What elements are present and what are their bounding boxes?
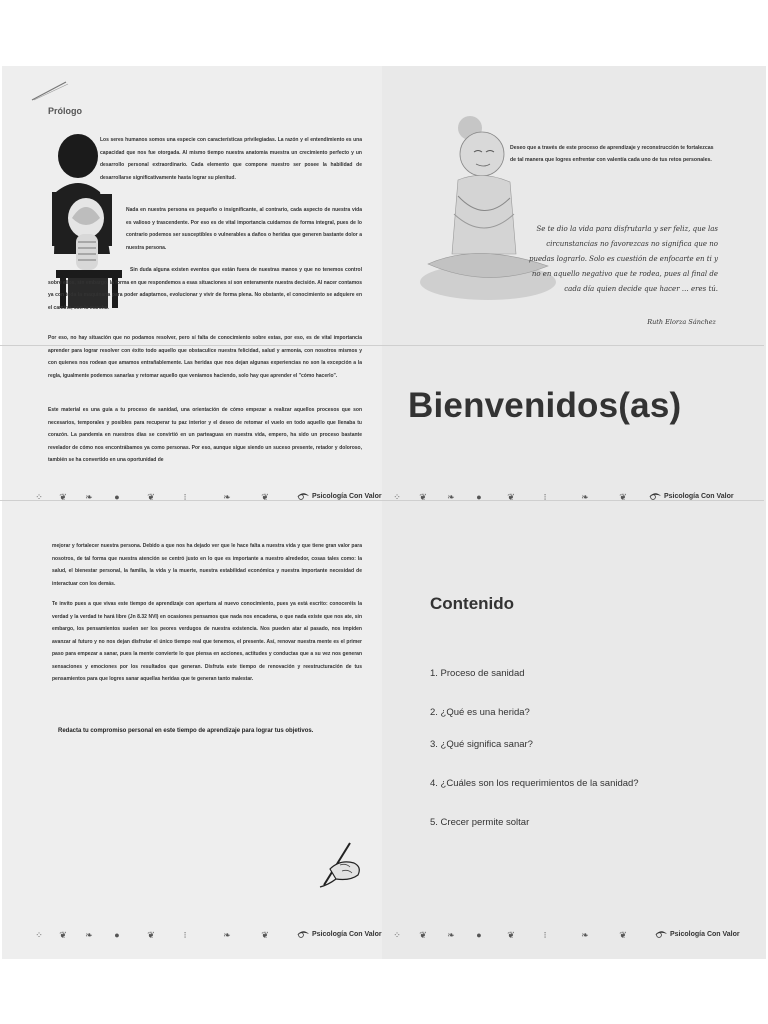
toc-item: 2. ¿Qué es una herida?: [430, 707, 530, 718]
prologue-paragraph: mejorar y fortalecer nuestra persona. Debido a que nos ha dejado ver que le hace falta a nuestra vida y que tiene gran valor para nosotros, de tal forma que nuestra atención se centró justo en lo que es importante a nuestro alrededor, cosas tales como: la salud, el bienestar personal, la familia, la vida y la muerte, nuestra estabilidad económica y nuestra importante necesidad de interactuar con los demás.: [52, 543, 362, 587]
footer-heart-icon: ●: [114, 492, 120, 502]
toc-item: 3. ¿Qué significa sanar?: [430, 739, 533, 750]
footer-heart-icon: ⁝: [543, 492, 547, 502]
contents-heading: Contenido: [430, 594, 515, 613]
brand-swoosh-icon: [648, 491, 662, 501]
prologue-paragraph: Sin duda alguna existen eventos que están fuera de nuestras manos y que no tenemos control sobre ellos, sin embargo, la forma en que respondemos a esas situaciones sí son enteramente nuestra decisión. Al nacer contamos ya con toda la maquinaria para poder adaptarnos, evolucionar y vivir de forma plena. No obstante, el conocimiento se adquiere en el camino, con la marcha.: [48, 267, 362, 311]
brand-swoosh-icon: [654, 929, 668, 939]
footer-heart-icon: ❧: [85, 930, 93, 940]
footer-heart-icon: ❧: [223, 930, 231, 940]
prologue-paragraph: Nada en nuestra persona es pequeño o insignificante, al contrario, cada aspecto de nuestra vida es valioso y trascendente. Por eso es de vital importancia cuidarnos de forma integral, pues de lo contrario podemos ser susceptibles o vulnerables a daños o heridas que generen bastante dolor a nuestra persona.: [126, 207, 362, 251]
footer-heart-icon: ❦: [147, 930, 155, 940]
brand-logo: [654, 929, 740, 939]
footer-heart-icon: ❦: [507, 930, 515, 940]
footer-heart-icon: ❧: [223, 492, 231, 502]
footer-heart-icon: ●: [476, 492, 482, 502]
writing-hand-icon: [310, 835, 366, 891]
footer-strip: [28, 488, 768, 510]
toc-item: 5. Crecer permite soltar: [430, 817, 530, 828]
brand-logo: [296, 491, 382, 501]
footer-heart-icon: ❧: [447, 492, 455, 502]
brand-logo: [296, 929, 382, 939]
prologue-paragraph: Los seres humanos somos una especie con características privilegiadas. La razón y el entendimiento es una capacidad que nos fue otorgada. Al mismo tiempo nuestra anatomía muestra un crecimiento perfecto y un desarrollo personal extraordinario. Cada elemento que compone nuestro ser posee la habilidad de desarrollarse significativamente hasta lograr su plenitud.: [100, 137, 362, 181]
quote-text: Se te dio la vida para disfrutarla y ser feliz, que las circunstancias no favorezcas no significa que no puedas lograrlo. Solo es cuestión de enfocarte en ti y no en aquello negativo que te rodea, pues al final de cada día quien decide que hacer … eres tú.: [528, 225, 718, 293]
footer-heart-icon: ❦: [507, 492, 515, 502]
brand-logo: [648, 491, 734, 501]
brand-swoosh-icon: [296, 929, 310, 939]
footer-heart-icon: ❧: [85, 492, 93, 502]
footer-heart-icon: ❦: [619, 492, 627, 502]
brand-name: Psicología Con Valor: [664, 492, 734, 500]
prologue-paragraph: Te invito pues a que vivas este tiempo de aprendizaje con apertura al nuevo conocimiento, pues ya está escrito: conoceréis la verdad y la verdad te hará libre (Jn 8.32 NVI) en ocasiones pensamos que nada nos encadena, o que nada existe que nos ate, sin embargo, los pensamientos suelen ser los peores verdugos de nuestra existencia. Nos pueden atar al pasado, nos impiden avanzar al futuro y no nos dejan disfrutar el único tiempo real que tenemos, el presente. Así, renovar nuestra mente es el primer paso para empezar a sanar, pues la mente convierte lo que piensa en acciones, actitudes y conductas que a su vez nos generan sensaciones y emociones por los resultados que generan. Disfruta este tiempo de renovación y reestructuración de tus pensamientos para que logres sanar aquellas heridas que te generan tanto malestar.: [52, 601, 362, 682]
footer-heart-icon: ❧: [581, 930, 589, 940]
footer-heart-icon: ❦: [419, 930, 427, 940]
welcome-heading: Bienvenidos(as): [408, 386, 682, 425]
footer-heart-icon: ❧: [581, 492, 589, 502]
brand-swoosh-icon: [296, 491, 310, 501]
footer-strip: [28, 926, 768, 948]
footer-heart-icon: ⁝: [183, 930, 187, 940]
footer-heart-icon: ❦: [261, 930, 269, 940]
footer-heart-icon: ❦: [59, 930, 67, 940]
footer-heart-icon: ⁘: [35, 930, 43, 940]
footer-heart-icon: ❦: [59, 492, 67, 502]
footer-heart-icon: ❦: [147, 492, 155, 502]
footer-heart-icon: ❧: [447, 930, 455, 940]
pen-stroke-mark: [30, 78, 70, 102]
brand-name: Psicología Con Valor: [312, 492, 382, 500]
footer-heart-icon: ❦: [419, 492, 427, 502]
footer-heart-icon: ●: [476, 930, 482, 940]
toc-item: 1. Proceso de sanidad: [430, 668, 525, 679]
brand-name: Psicología Con Valor: [670, 930, 740, 938]
author-signature: Ruth Elorza Sánchez: [647, 318, 716, 326]
footer-heart-icon: ❦: [261, 492, 269, 502]
footer-heart-icon: ⁝: [183, 492, 187, 502]
footer-heart-icon: ⁝: [543, 930, 547, 940]
intro-text: Deseo que a través de este proceso de aprendizaje y reconstrucción te fortalezcas de tal manera que logres enfrentar con valentía cada uno de tus retos personales.: [510, 145, 714, 163]
brand-name: Psicología Con Valor: [312, 930, 382, 938]
footer-heart-icon: ❦: [619, 930, 627, 940]
footer-heart-icon: ⁘: [393, 492, 401, 502]
prologue-heading: Prólogo: [48, 106, 82, 116]
prologue-paragraph: Por eso, no hay situación que no podamos resolver, pero sí falta de conocimiento sobre estas, por eso, es de vital importancia aprender para lograr resolver con éxito todo aquello que obstaculice nuestra felicidad, salud y armonía, con nosotros mismos y con quienes nos rodean que amamos entrañablemente. Las heridas que nos dejan algunas experiencias no son la excepción a la regla, igualmente podemos sanarlas y retomar aquello que veníamos haciendo, solo hay que aprender el "cómo hacerlo".: [48, 335, 362, 379]
footer-heart-icon: ⁘: [393, 930, 401, 940]
commitment-prompt: Redacta tu compromiso personal en este tiempo de aprendizaje para lograr tus objetivos.: [58, 728, 314, 734]
toc-item: 4. ¿Cuáles son los requerimientos de la sanidad?: [430, 778, 639, 789]
footer-heart-icon: ⁘: [35, 492, 43, 502]
prologue-paragraph: Este material es una guía a tu proceso de sanidad, una orientación de cómo empezar a realizar aquellos procesos que son necesarios, temporales y posibles para recuperar tu paz interior y el deseo de retomar el vuelo en todo aquello que llenaba tu corazón. La pandemia en nuestros días se convirtió en un parteaguas en nuestra vida, empero, ha sido un proceso bastante revelador de cómo nos encontrábamos ya como personas. Por eso, aunque sigue siendo un suceso presente, retador y doloroso, también se ha convertido en una oportunidad de: [48, 407, 362, 463]
footer-heart-icon: ●: [114, 930, 120, 940]
